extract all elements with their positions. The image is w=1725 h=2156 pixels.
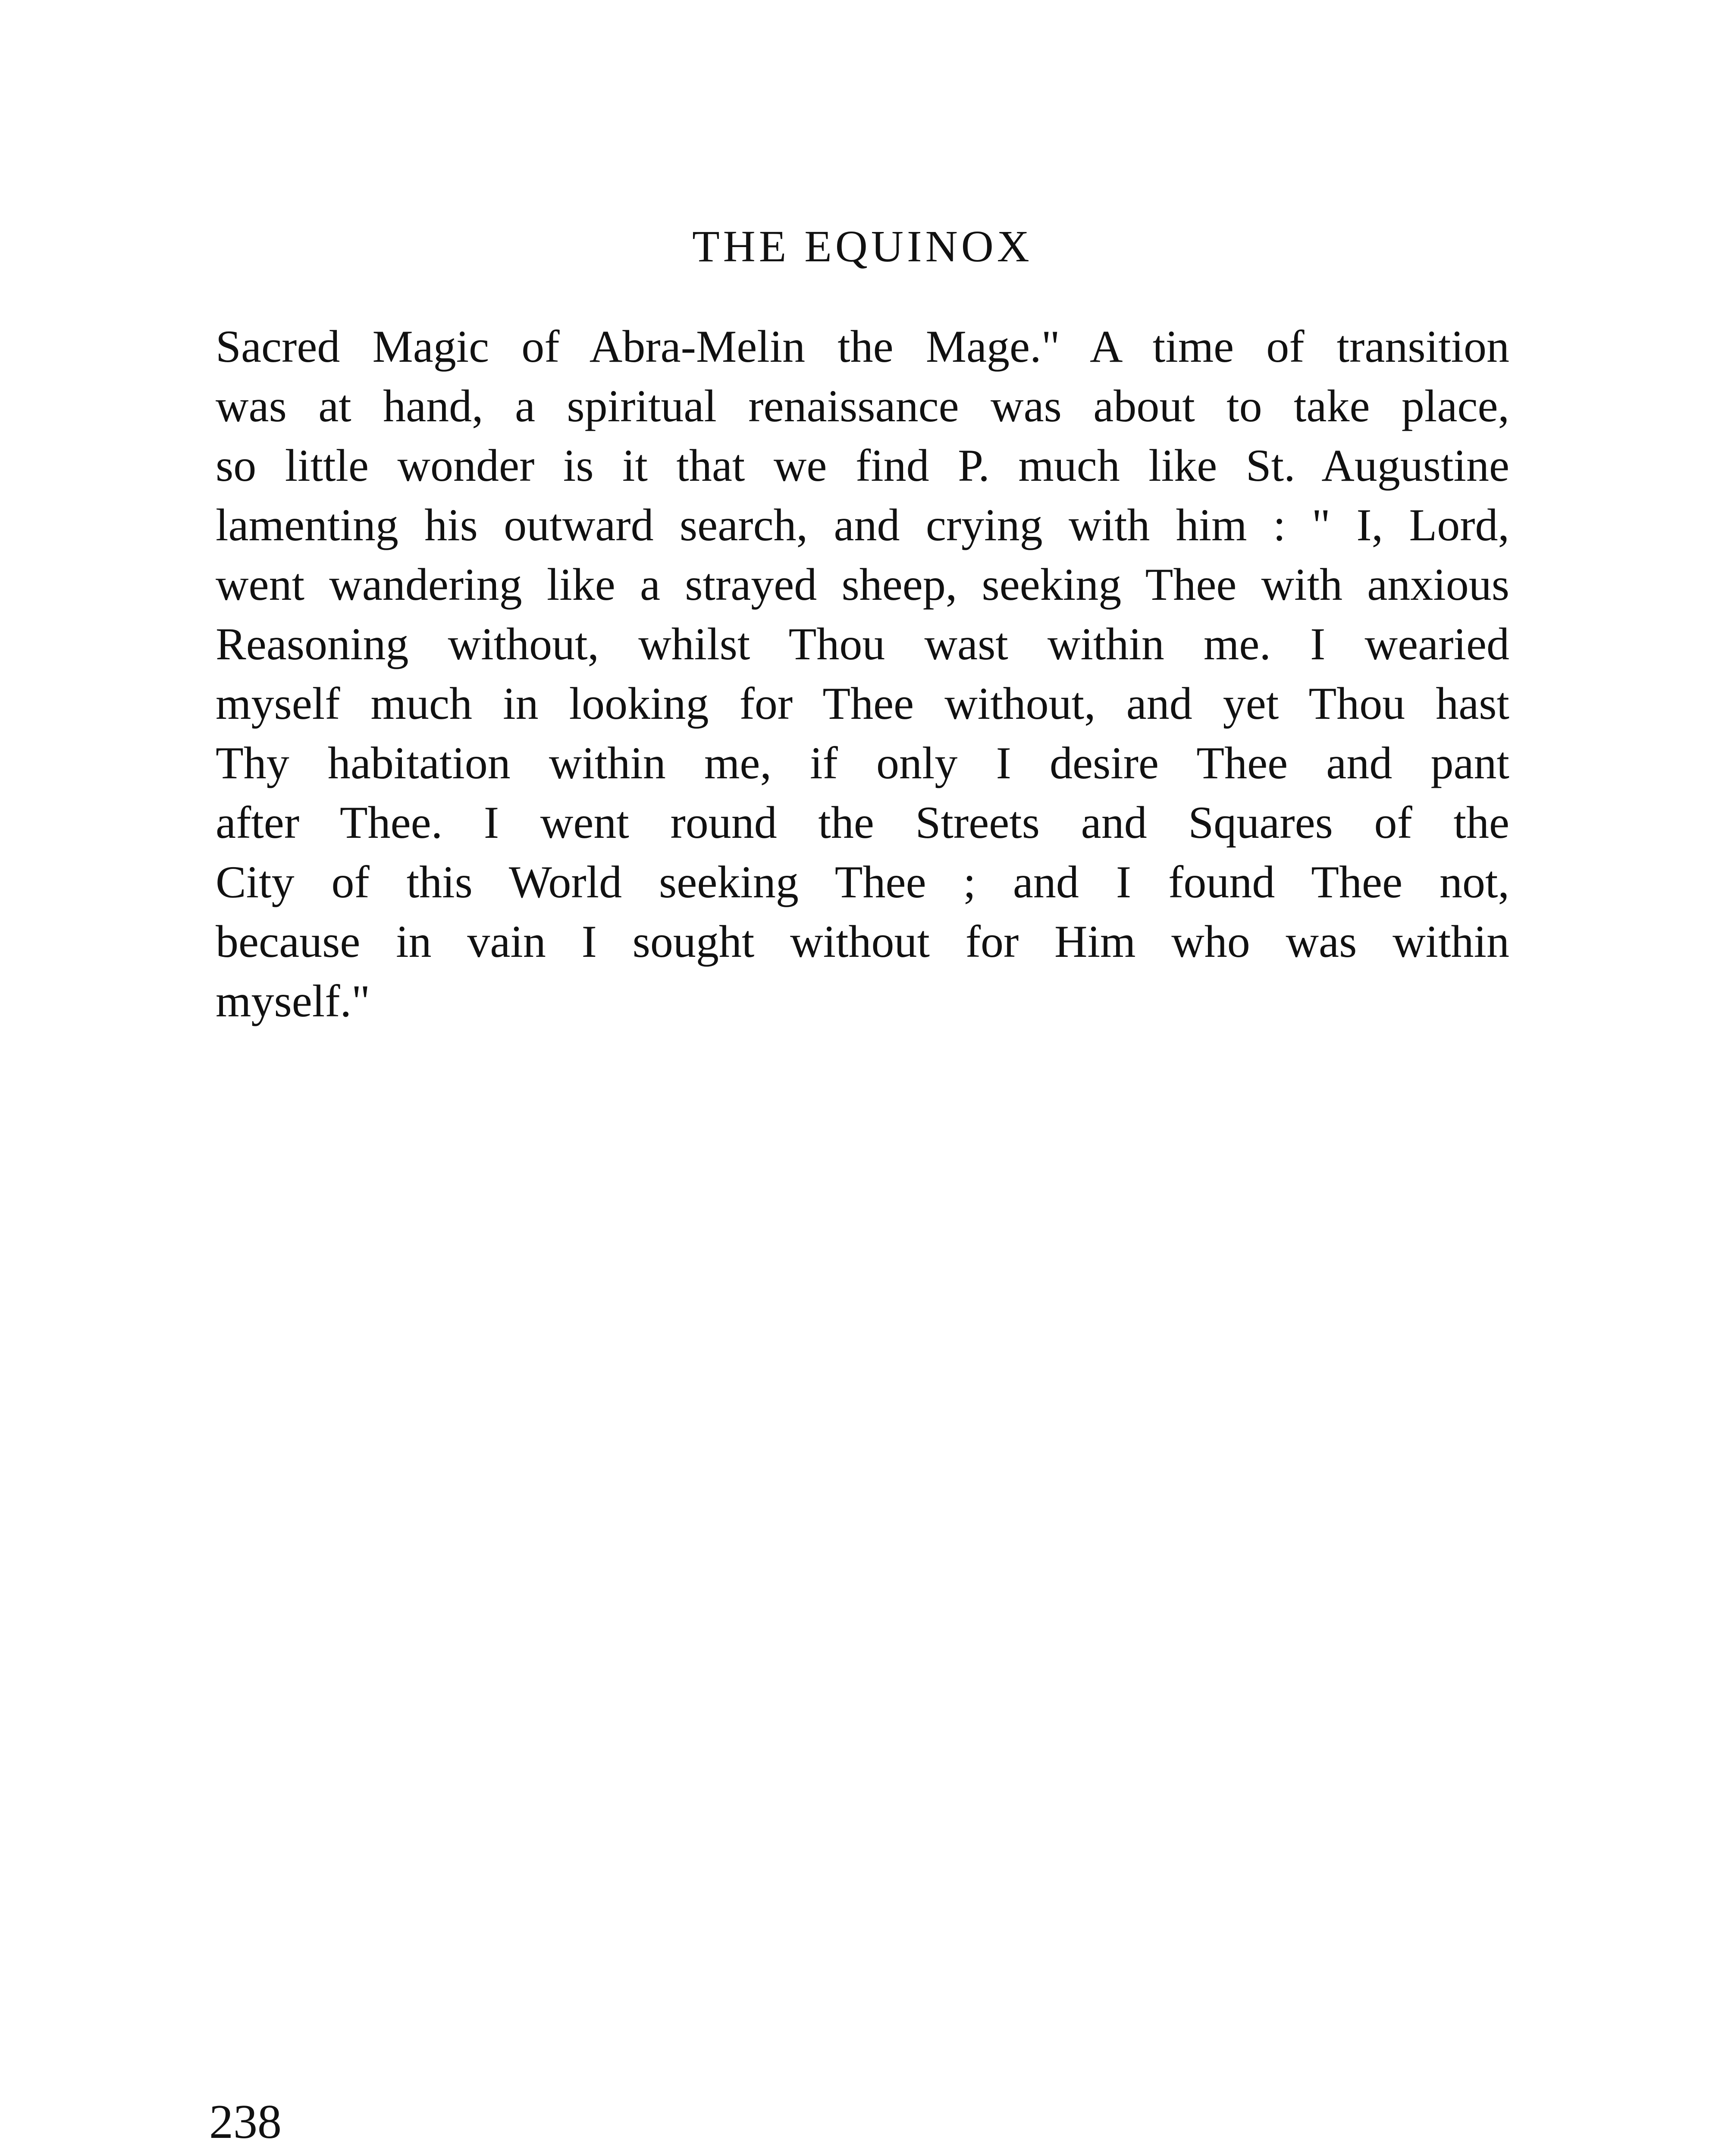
text-line: lamenting his outward search, and crying with him : " I, Lord, (216, 500, 1509, 550)
text-line: went wandering like a strayed sheep, seeking Thee with anxious (216, 559, 1509, 610)
text-line: was at hand, a spiritual renaissance was about to take place, (216, 381, 1509, 431)
text-line: myself." (216, 976, 370, 1026)
text-line: because in vain I sought without for Him who was within (216, 916, 1509, 967)
text-line: Sacred Magic of Abra-Melin the Mage." A time of transition (216, 321, 1509, 372)
text-line: after Thee. I went round the Streets and Squares of the (216, 797, 1509, 848)
text-line: City of this World seeking Thee ; and I found Thee not, (216, 857, 1509, 907)
body-paragraph (216, 317, 1509, 1031)
text-line: Reasoning without, whilst Thou wast within me. I wearied (216, 619, 1509, 669)
text-line: myself much in looking for Thee without, and yet Thou hast (216, 678, 1509, 729)
text-line: Thy habitation within me, if only I desire Thee and pant (216, 738, 1509, 788)
text-line: so little wonder is it that we find P. much like St. Augustine (216, 440, 1509, 491)
running-head-title: THE EQUINOX (692, 222, 1033, 271)
page-number: 238 (209, 2095, 282, 2149)
